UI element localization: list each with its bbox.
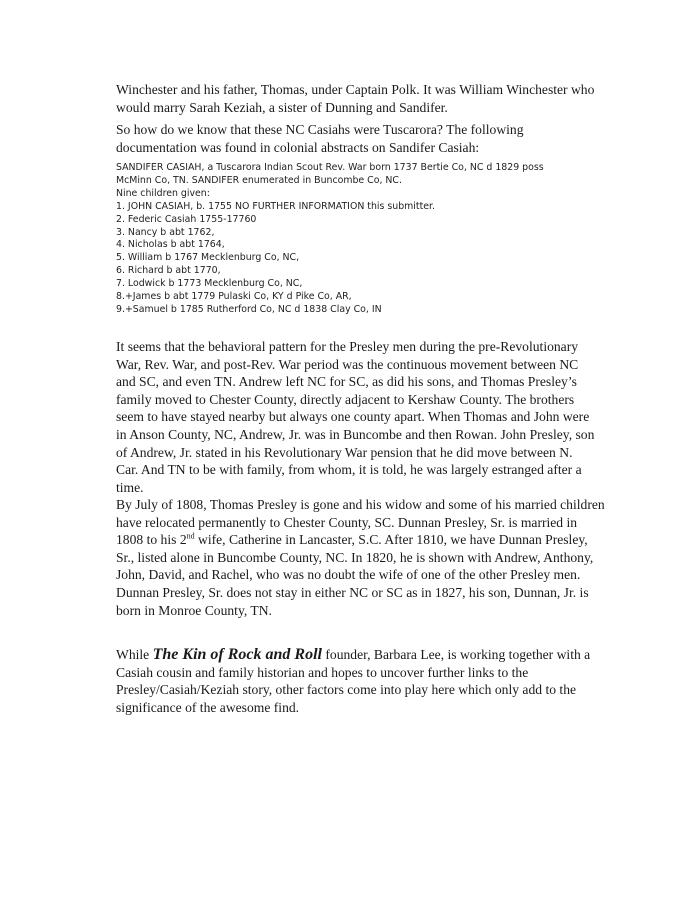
text-line: Presley/Casiah/Keziah story, other factors come into play here which only add to the xyxy=(116,682,577,698)
child-item: 2. Federic Casiah 1755-17760 xyxy=(116,213,257,225)
text-fragment: While xyxy=(116,647,153,662)
abstract-line: SANDIFER CASIAH, a Tuscarora Indian Scout Rev. War born 1737 Bertie Co, NC d 1829 poss xyxy=(116,162,544,173)
text-line: significance of the awesome find. xyxy=(116,699,300,715)
text-line: Car. And TN to be with family, from whom, it is told, he was largely estranged after a xyxy=(116,462,582,478)
text-line xyxy=(116,531,605,549)
text-line: By July of 1808, Thomas Presley is gone and his widow and some of his married children xyxy=(116,497,605,512)
text-line: would marry Sarah Keziah, a sister of Dunning and Sandifer. xyxy=(116,99,448,115)
text-line: time. xyxy=(116,479,144,495)
text-line: John, David, and Rachel, who was no doubt the wife of one of the other Presley men. xyxy=(116,567,581,583)
child-item: 9.+Samuel b 1785 Rutherford Co, NC d 1838 Clay Co, IN xyxy=(116,303,382,315)
text-fragment: founder, Barbara Lee, is working together with a xyxy=(321,647,591,662)
book-title: The Kin of Rock and Roll xyxy=(152,646,322,663)
child-item: 5. William b 1767 Mecklenburg Co, NC, xyxy=(116,252,300,264)
paragraph-tuscarora-question xyxy=(116,121,524,156)
paragraph-winchester xyxy=(116,81,594,116)
child-item: 7. Lodwick b 1773 Mecklenburg Co, NC, xyxy=(116,278,303,290)
text-line: in Anson County, NC, Andrew, Jr. was in Buncombe and then Rowan. John Presley, son xyxy=(116,426,595,442)
text-line: family moved to Chester County, directly adjacent to Kershaw County. The brothers xyxy=(116,391,575,407)
abstract-line: McMinn Co, TN. SANDIFER enumerated in Buncombe Co, NC. xyxy=(116,174,402,186)
text-line: Casiah cousin and family historian and hopes to uncover further links to the xyxy=(116,664,529,680)
text-fragment: 1808 to his 2 xyxy=(116,532,187,548)
text-line: have relocated permanently to Chester County, SC. Dunnan Presley, Sr. is married in xyxy=(116,514,578,530)
paragraph-july-1808 xyxy=(116,496,605,619)
child-item: 4. Nicholas b abt 1764, xyxy=(116,239,225,251)
text-line: and SC, and even TN. Andrew left NC for SC, as did his sons, and Thomas Presley’s xyxy=(116,374,577,390)
text-line: Sr., listed alone in Buncombe County, NC. In 1820, he is shown with Andrew, Anthony, xyxy=(116,549,594,565)
text-line: of Andrew, Jr. stated in his Revolutionary War pension that he did move between N. xyxy=(116,444,573,460)
text-line: So how do we know that these NC Casiahs were Tuscarora? The following xyxy=(116,122,524,137)
text-line: seem to have stayed nearby but always one county apart. When Thomas and John were xyxy=(116,409,590,425)
text-line xyxy=(116,646,590,664)
text-line: born in Monroe County, TN. xyxy=(116,602,272,618)
abstract-line: Nine children given: xyxy=(116,187,210,199)
text-line: Winchester and his father, Thomas, under Captain Polk. It was William Winchester who xyxy=(116,82,595,97)
child-item: 1. JOHN CASIAH, b. 1755 NO FURTHER INFORMATION this submitter. xyxy=(116,200,436,212)
colonial-abstract xyxy=(116,162,544,317)
child-item: 3. Nancy b abt 1762, xyxy=(116,226,215,238)
text-line: It seems that the behavioral pattern for the Presley men during the pre-Revolutionary xyxy=(116,339,579,354)
paragraph-behavioral-pattern xyxy=(116,338,594,496)
text-fragment: wife, Catherine in Lancaster, S.C. After 1810, we have Dunnan Presley, xyxy=(194,532,588,548)
paragraph-kin-of-rock-and-roll xyxy=(116,646,590,716)
child-item: 6. Richard b abt 1770, xyxy=(116,265,221,277)
text-line: documentation was found in colonial abstracts on Sandifer Casiah: xyxy=(116,139,480,155)
ordinal-superscript: nd xyxy=(186,531,195,541)
text-line: War, Rev. War, and post-Rev. War period was the continuous movement between NC xyxy=(116,356,579,372)
text-line: Dunnan Presley, Sr. does not stay in either NC or SC as in 1827, his son, Dunnan, Jr. is xyxy=(116,584,589,600)
child-item: 8.+James b abt 1779 Pulaski Co, KY d Pike Co, AR, xyxy=(116,291,352,303)
